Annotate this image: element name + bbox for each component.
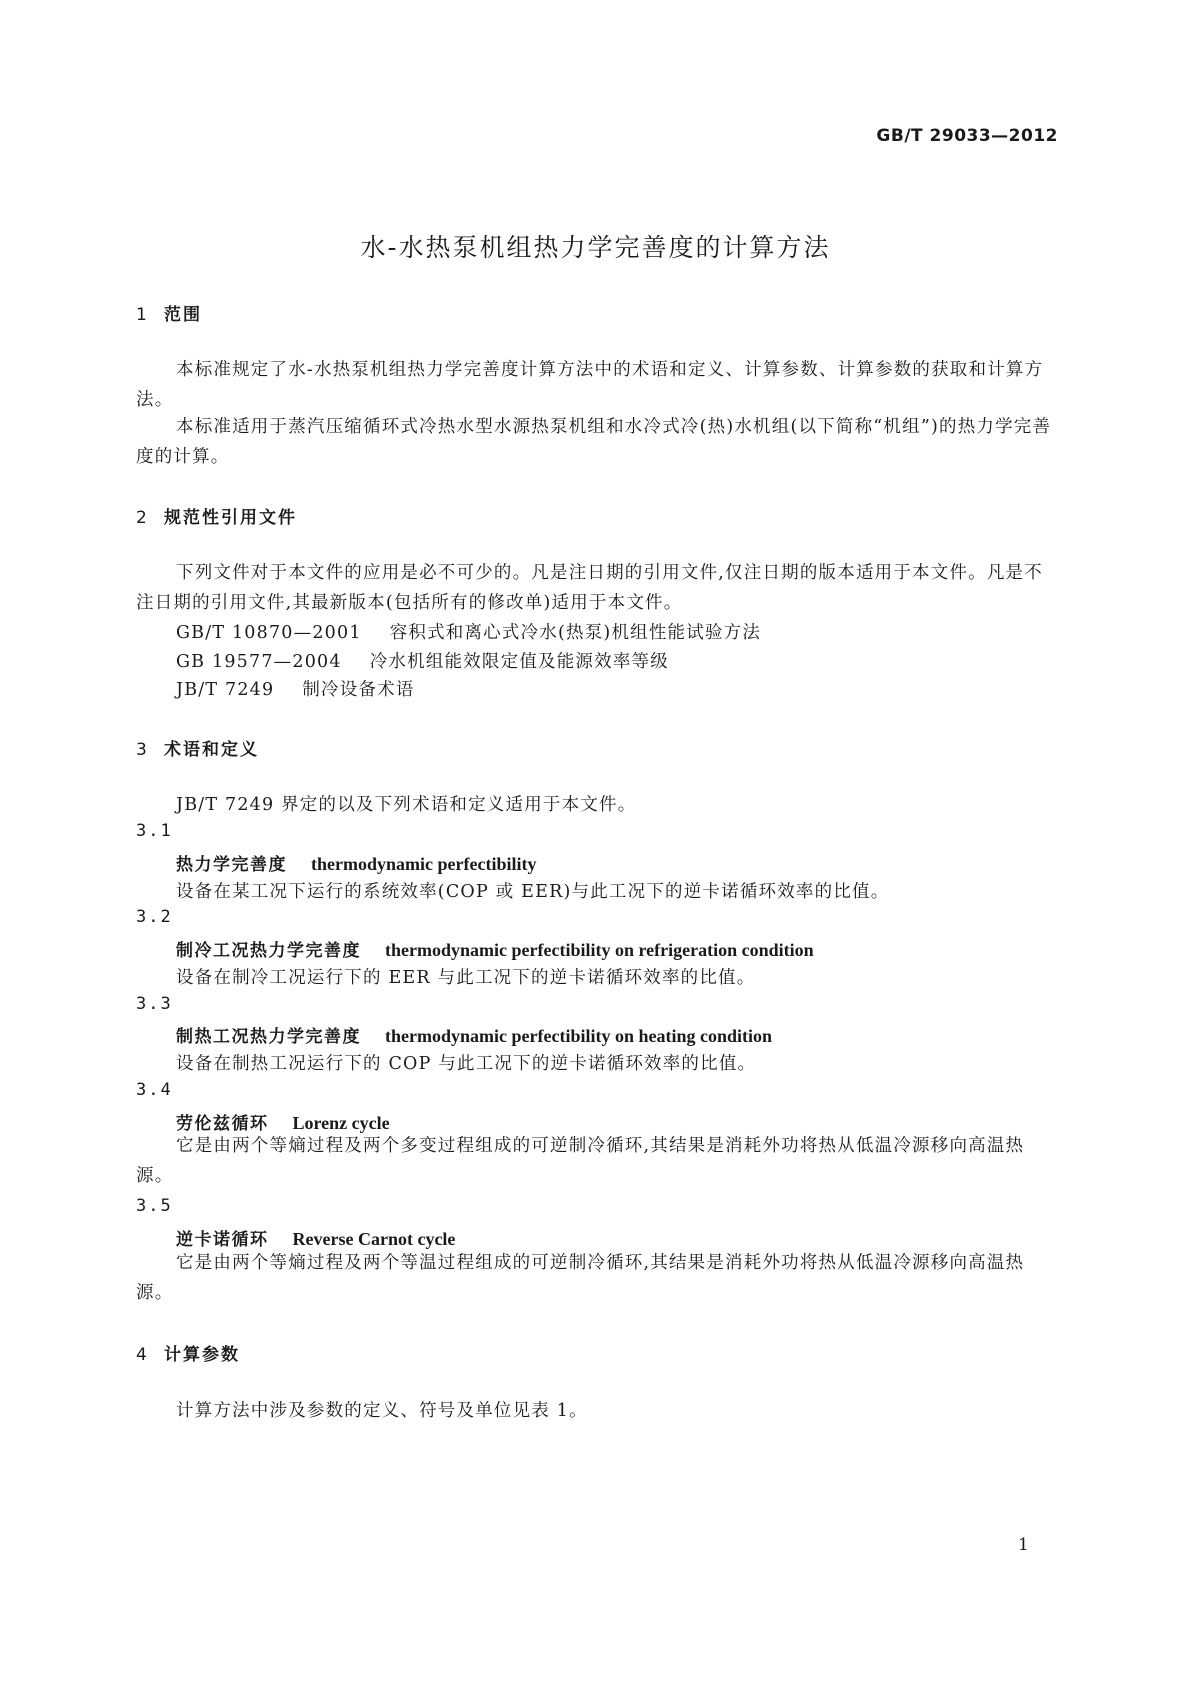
section-4-heading	[136, 1340, 240, 1365]
reference-code: JB/T 7249	[176, 680, 275, 700]
term-zh: 制热工况热力学完善度	[176, 1027, 361, 1047]
reference-title: 制冷设备术语	[302, 680, 415, 700]
section-title: 范围	[164, 305, 202, 325]
term-en: thermodynamic perfectibility on refrigeration condition	[385, 940, 814, 960]
term-zh: 劳伦兹循环	[176, 1114, 269, 1134]
reference-code: GB/T 10870—2001	[176, 623, 362, 643]
section-title: 规范性引用文件	[164, 508, 297, 528]
term-definition: 它是由两个等熵过程及两个多变过程组成的可逆制冷循环,其结果是消耗外功将热从低温冷源移向高温热源。	[136, 1136, 1025, 1186]
term-zh: 逆卡诺循环	[176, 1230, 269, 1250]
section-title: 术语和定义	[164, 740, 259, 760]
term-definition: 设备在制冷工况运行下的 EER 与此工况下的逆卡诺循环效率的比值。	[176, 968, 756, 988]
page-number: 1	[1018, 1535, 1029, 1555]
term-heading	[176, 850, 536, 875]
term-definition: 设备在某工况下运行的系统效率(COP 或 EER)与此工况下的逆卡诺循环效率的比值。	[176, 882, 890, 902]
term-en: Lorenz cycle	[292, 1113, 390, 1133]
reference-item	[176, 648, 669, 673]
term-heading	[176, 936, 814, 961]
term-zh: 热力学完善度	[176, 855, 287, 875]
clause-number: 3.1	[136, 821, 173, 841]
page-title: 水-水热泵机组热力学完善度的计算方法	[360, 233, 831, 262]
section-number: 3	[136, 740, 149, 760]
term-zh: 制冷工况热力学完善度	[176, 941, 361, 961]
reference-item	[176, 676, 415, 701]
section-number: 2	[136, 508, 149, 528]
section-1-heading	[136, 300, 202, 325]
clause-number: 3.4	[136, 1080, 173, 1100]
section-number: 4	[136, 1345, 149, 1365]
references-paragraph: 下列文件对于本文件的应用是必不可少的。凡是注日期的引用文件,仅注日期的版本适用于本文件。凡是不注日期的引用文件,其最新版本(包括所有的修改单)适用于本文件。	[136, 563, 1043, 613]
term-definition: 它是由两个等熵过程及两个等温过程组成的可逆制冷循环,其结果是消耗外功将热从低温冷源移向高温热源。	[136, 1253, 1025, 1303]
term-en: thermodynamic perfectibility	[311, 854, 537, 874]
section-title: 计算参数	[164, 1345, 240, 1365]
scope-paragraph-2: 本标准适用于蒸汽压缩循环式冷热水型水源热泵机组和水冷式冷(热)水机组(以下简称“机组”)的热力学完善度的计算。	[136, 417, 1052, 467]
term-en: Reverse Carnot cycle	[292, 1229, 456, 1249]
term-heading	[176, 1022, 772, 1047]
term-definition: 设备在制热工况运行下的 COP 与此工况下的逆卡诺循环效率的比值。	[176, 1054, 757, 1074]
reference-code: GB 19577—2004	[176, 652, 342, 672]
parameters-paragraph: 计算方法中涉及参数的定义、符号及单位见表 1。	[176, 1401, 588, 1421]
term-en: thermodynamic perfectibility on heating condition	[385, 1026, 772, 1046]
scope-paragraph-1: 本标准规定了水-水热泵机组热力学完善度计算方法中的术语和定义、计算参数、计算参数的获取和计算方法。	[136, 360, 1044, 410]
terms-intro: JB/T 7249 界定的以及下列术语和定义适用于本文件。	[176, 795, 637, 815]
section-3-heading	[136, 735, 259, 760]
reference-title: 冷水机组能效限定值及能源效率等级	[369, 652, 669, 672]
section-2-heading	[136, 503, 297, 528]
clause-number: 3.5	[136, 1196, 173, 1216]
standard-code: GB/T 29033—2012	[876, 126, 1058, 146]
clause-number: 3.3	[136, 994, 173, 1014]
section-number: 1	[136, 305, 149, 325]
reference-item	[176, 619, 761, 644]
term-heading	[176, 1225, 455, 1250]
reference-title: 容积式和离心式冷水(热泵)机组性能试验方法	[389, 623, 762, 643]
clause-number: 3.2	[136, 907, 173, 927]
